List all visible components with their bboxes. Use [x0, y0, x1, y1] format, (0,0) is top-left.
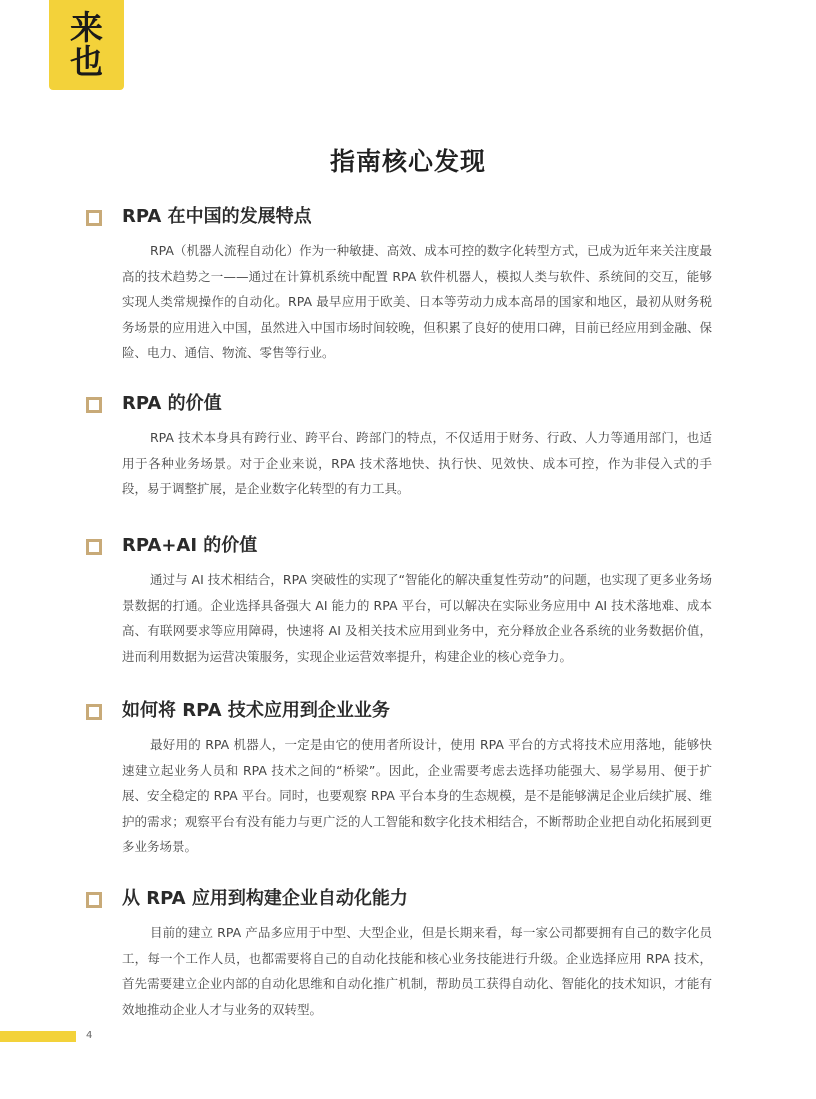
section-body: 目前的建立 RPA 产品多应用于中型、大型企业，但是长期来看，每一家公司都要拥有自己的数字化员工，每一个工作人员，也都需要将自己的自动化技能和核心业务技能进行升级。企业选择应用 RPA 技术，首先需要建立企业内部的自动化思维和自动化推广机制，帮助员工获得自动化、智能化的技术知识，才能有效地推动企业人才与业务的双转型。: [122, 925, 712, 1017]
section-body: RPA 技术本身具有跨行业、跨平台、跨部门的特点，不仅适用于财务、行政、人力等通用部门，也适用于各种业务场景。对于企业来说，RPA 技术落地快、执行快、见效快、成本可控，作为非侵入式的手段，易于调整扩展，是企业数字化转型的有力工具。: [122, 430, 712, 496]
section-heading: [86, 533, 716, 559]
square-bullet-icon: [86, 397, 102, 413]
brand-logo: [49, 0, 124, 90]
section-heading: [86, 698, 716, 724]
section-body: RPA（机器人流程自动化）作为一种敏捷、高效、成本可控的数字化转型方式，已成为近年来关注度最高的技术趋势之一——通过在计算机系统中配置 RPA 软件机器人，模拟人类与软件、系统间的交互，能够实现人类常规操作的自动化。RPA 最早应用于欧美、日本等劳动力成本高昂的国家和地区，最初从财务税务场景的应用进入中国，虽然进入中国市场时间较晚，但积累了良好的使用口碑，目前已经应用到金融、保险、电力、通信、物流、零售等行业。: [122, 243, 712, 360]
square-bullet-icon: [86, 539, 102, 555]
section-heading-text: RPA 在中国的发展特点: [122, 206, 312, 227]
section-automation: [86, 886, 716, 1022]
footer-accent-bar: [0, 1031, 76, 1042]
section-heading-text: RPA+AI 的价值: [122, 535, 258, 556]
section-heading-text: 如何将 RPA 技术应用到企业业务: [122, 700, 390, 721]
section-rpa-ai: [86, 533, 716, 669]
section-value: [86, 391, 716, 502]
square-bullet-icon: [86, 892, 102, 908]
logo-char-2: 也: [70, 42, 103, 81]
section-body: 通过与 AI 技术相结合，RPA 突破性的实现了“智能化的解决重复性劳动”的问题，也实现了更多业务场景数据的打通。企业选择具备强大 AI 能力的 RPA 平台，可以解决在实际业务应用中 AI 技术落地难、成本高、有联网要求等应用障碍，快速将 AI 及相关技术应用到业务中，充分释放企业各系统的业务数据价值，进而利用数据为运营决策服务，实现企业运营效率提升，构建企业的核心竞争力。: [122, 572, 712, 664]
section-heading: [86, 391, 716, 417]
section-heading-text: 从 RPA 应用到构建企业自动化能力: [122, 888, 408, 909]
section-body: 最好用的 RPA 机器人，一定是由它的使用者所设计，使用 RPA 平台的方式将技术应用落地，能够快速建立起业务人员和 RPA 技术之间的“桥梁”。因此，企业需要考虑去选择功能强大、易学易用、便于扩展、安全稳定的 RPA 平台。同时，也要观察 RPA 平台本身的生态规模，是不是能够满足企业后续扩展、维护的需求；观察平台有没有能力与更广泛的人工智能和数字化技术相结合，不断帮助企业把自动化拓展到更多业务场景。: [122, 737, 712, 854]
section-apply: [86, 698, 716, 860]
section-heading: [86, 204, 716, 230]
page-number: 4: [86, 1030, 93, 1041]
square-bullet-icon: [86, 704, 102, 720]
section-heading-text: RPA 的价值: [122, 393, 222, 414]
section-development: [86, 204, 716, 366]
section-heading: [86, 886, 716, 912]
square-bullet-icon: [86, 210, 102, 226]
logo-char-1: 来: [70, 8, 103, 47]
page-title: 指南核心发现: [329, 147, 486, 176]
